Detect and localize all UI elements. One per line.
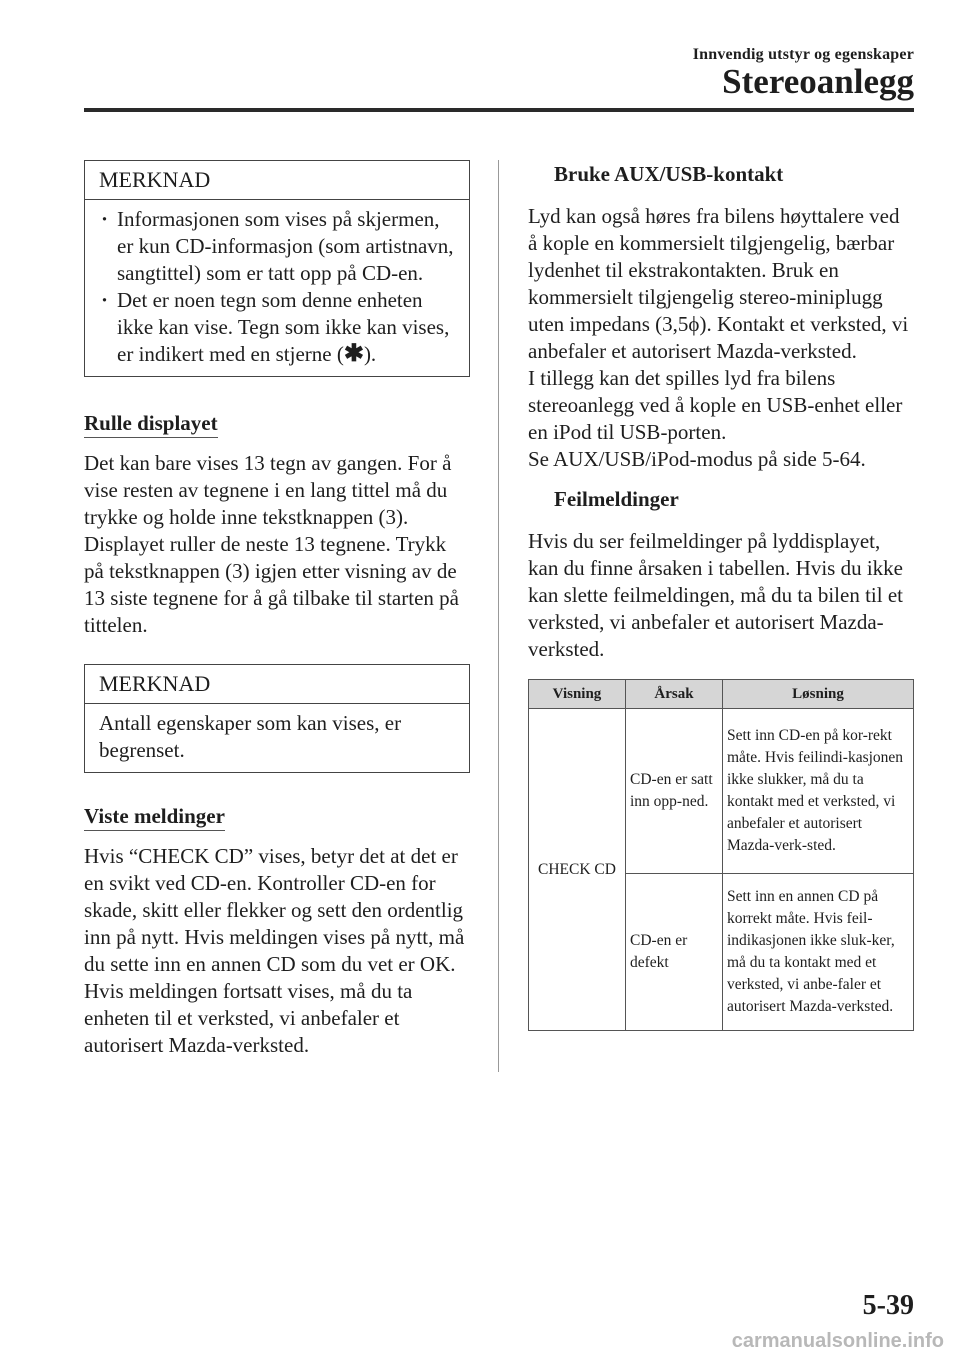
header-section-label: Innvendig utstyr og egenskaper [692, 46, 914, 63]
aux-text-end: ). Kontakt et verksted, vi anbefaler et autorisert Mazda-verksted. [528, 312, 909, 363]
column-divider [498, 160, 499, 1072]
section-heading-viste-meldinger: Viste meldinger [84, 804, 225, 831]
asterisk-icon: ✱ [343, 341, 364, 367]
aux-reference-text: Se AUX/USB/iPod-modus på side 5-64. [528, 447, 866, 471]
left-column [84, 160, 470, 1059]
note-bullet-cd-info: · Informasjonen som vises på skjermen, er kun CD-informasjon (som artistnavn, sangtittel) som er tatt opp på CD-en. [99, 206, 457, 287]
table-header-row [529, 680, 914, 709]
subsection-heading-feilmeldinger: Feilmeldinger [554, 487, 679, 511]
note-bullet-text: Det er noen tegn som denne enheten ikke kan vise. Tegn som ikke kan vises, er indikert med en stjerne ( [117, 288, 450, 366]
page-number: 5-39 [862, 1290, 914, 1321]
note-box-feature-limit [84, 664, 470, 773]
right-column [528, 160, 914, 1031]
note-heading: MERKNAD [85, 665, 469, 704]
note-body: Antall egenskaper som kan vises, er begrenset. [99, 711, 402, 762]
table-cell-cause: CD-en er satt inn opp-ned. [626, 709, 723, 874]
rulle-displayet-text: Det kan bare vises 13 tegn av gangen. For å vise resten av tegnene i en lang tittel må du trykke og holde inne tekstknappen (3). Displayet ruller de neste 13 tegnene. Trykk på tekstknappen (3) igjen etter visning av de 13 siste tegnene for å gå tilbake til starten på tittelen. [84, 451, 459, 637]
note-bullet-unsupported-chars [99, 287, 457, 368]
aux-text: Lyd kan også høres fra bilens høyttalere ved å kople en kommersielt tilgjengelig, bærbar lydenhet til ekstrakontakten. Bruk en kommersielt tilgjengelig stereo-miniplugg uten impedans (3,5 [528, 204, 900, 336]
table-header-visning: Visning [529, 680, 626, 709]
table-row [529, 709, 914, 874]
section-heading-rulle-displayet: Rulle displayet [84, 411, 218, 438]
table-header-arsak: Årsak [626, 680, 723, 709]
table-header-losning: Løsning [723, 680, 914, 709]
page-title: Stereoanlegg [722, 62, 914, 101]
table-cell-visning: CHECK CD [529, 709, 626, 1031]
feilmeldinger-text: Hvis du ser feilmeldinger på lyddisplayet, kan du finne årsaken i tabellen. Hvis du ikke kan slette feilmeldingen, må du ta bilen til et verksted, vi anbefaler et autorisert Mazda-verksted. [528, 529, 903, 661]
note-body [85, 200, 469, 376]
note-bullet-end: ). [363, 342, 377, 366]
table-cell-solution: Sett inn CD-en på kor-rekt måte. Hvis feilindi-kasjonen ikke slukker, må du ta kontakt med et verksted, vi anbefaler et autorisert Mazda-verk-sted. [723, 709, 914, 874]
table-cell-solution: Sett inn en annen CD på korrekt måte. Hvis feil-indikasjonen ikke sluk-ker, må du ta kontakt med et verksted, vi anbe-faler et autorisert Mazda-verksted. [723, 874, 914, 1031]
header-rule [84, 108, 914, 112]
note-box-display-info [84, 160, 470, 377]
usb-text: I tillegg kan det spilles lyd fra bilens stereoanlegg ved å kople en USB-enhet eller en iPod til USB-porten. [528, 366, 903, 444]
note-heading: MERKNAD [85, 161, 469, 200]
diameter-symbol: ϕ [688, 312, 700, 336]
error-message-table [528, 679, 914, 1031]
aux-intro-text [528, 203, 914, 365]
subsection-heading-aux-usb: Bruke AUX/USB-kontakt [554, 162, 784, 186]
viste-meldinger-text: Hvis “CHECK CD” vises, betyr det at det er en svikt ved CD-en. Kontroller CD-en for skade, skitt eller flekker og sett den ordentlig inn på nytt. Hvis meldingen vises på nytt, må du sette inn en annen CD som du vet er OK. Hvis meldingen fortsatt vises, må du ta enheten til et verksted, vi anbefaler et autorisert Mazda-verksted. [84, 844, 465, 1057]
watermark-text: carmanualsonline.info [731, 1330, 944, 1352]
table-cell-cause: CD-en er defekt [626, 874, 723, 1031]
